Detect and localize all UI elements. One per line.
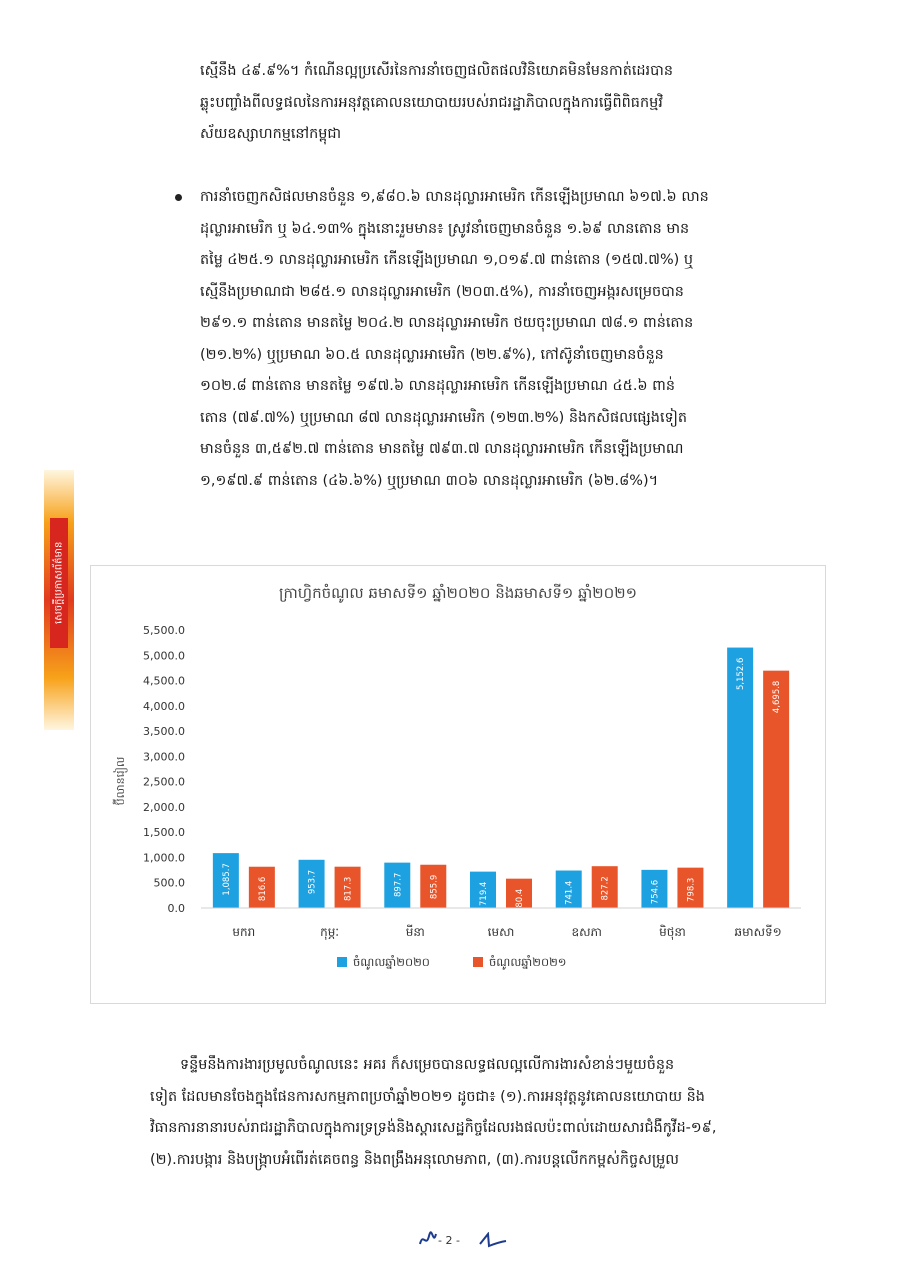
bar-data-label: 953.7 [307,869,318,895]
bar-data-label: 798.3 [686,877,697,902]
bullet-icon [175,194,182,201]
paragraph-line: ទន្ទឹមនឹងការងារប្រមូលចំណូលនេះ អគរ ក៏សម្រេចបានលទ្ធផលល្អលើការងារសំខាន់ៗមួយចំនួន [180,1057,675,1073]
paragraph-line: ស័យឧស្សាហកម្មនៅកម្ពុជា [200,126,342,142]
legend-label: ចំណូលឆ្នាំ២០២១ [489,955,567,969]
bar-data-label: 1,085.7 [221,863,232,896]
x-category-label: មករា [232,925,256,939]
bar-data-label: 5,152.6 [736,657,747,691]
bar-data-label: 754.6 [650,879,661,905]
paragraph-line: ទៀត ដែលមានចែងក្នុងផែនការសកម្មភាពប្រចាំឆ្នាំ២០២១ ដូចជា៖ (១).ការអនុវត្តនូវគោលនយោបាយ និង [150,1088,705,1105]
y-tick-label: 5,500.0 [143,624,185,637]
bar-data-label: 4,695.8 [772,680,783,714]
y-tick-label: 4,000.0 [143,699,185,713]
signature-mark-icon [478,1232,508,1252]
bar-data-label: 827.2 [600,876,611,901]
y-tick-label: 1,000.0 [143,851,185,865]
y-tick-label: 0.0 [167,902,185,915]
bar-data-label: 741.4 [564,880,575,905]
paragraph-line: ឆ្លុះបញ្ចាំងពីលទ្ធផលនៃការអនុវត្តគោលនយោបាយរបស់រាជរដ្ឋាភិបាលក្នុងការធ្វើពិពិធកម្មវិ [200,94,663,111]
y-tick-label: 2,000.0 [143,800,185,814]
paragraph-line: មានចំនួន ៣,៥៩២.៧ ពាន់តោន មានតម្លៃ ៧៩៣.៧ លានដុល្លារអាមេរិក កើនឡើងប្រមាណ [200,441,684,457]
bar-data-label: 816.6 [257,876,268,902]
paragraph-line: ស្មើនឹងប្រមាណជា ២៨៥.១ លានដុល្លារអាមេរិក (២០៣.៥%), ការនាំចេញអង្ករសម្រេចបាន [200,283,684,300]
x-category-label: កុម្ភៈ [320,925,340,939]
bar-data-label: 580.4 [515,888,525,914]
bullet-paragraph [200,182,840,497]
legend-swatch [337,957,347,967]
paragraph-line: ស្មើនឹង ៤៩.៩%។ កំណើនល្អប្រសើរនៃការនាំចេញផលិតផលវិនិយោគមិនមែនកាត់ដេរបាន [200,63,673,79]
paragraph-line: (២១.២%) ឬប្រមាណ ៦០.៥ លានដុល្លារអាមេរិក (២២.៩%), កៅស៊ូនាំចេញមានចំនួន [200,346,664,363]
y-tick-label: 5,000.0 [143,649,185,663]
y-axis-label: ប៊ីលានរៀល [114,756,127,806]
paragraph-line: ដុល្លារអាមេរិក ឬ ៦៤.១៣% ក្នុងនោះរួមមាន៖ ស្រូវនាំចេញមានចំនួន ១.៦៩ លានតោន មាន [200,220,690,237]
legend-swatch [473,957,483,967]
paragraph-line: តោន (៧៩.៧%) ឬប្រមាណ ៨៧ លានដុល្លារអាមេរិក (១២៣.២%) និងកសិផលផ្សេងទៀត [200,409,688,426]
chart-title: ក្រាហ្វិកចំណូល ឆមាសទី១ ឆ្នាំ២០២០ និងឆមាសទី១ ឆ្នាំ២០២១ [279,584,637,602]
x-category-label: មេសា [487,925,515,939]
side-tab [44,470,74,730]
paragraph-top [200,56,840,151]
paragraph-bottom [150,1050,840,1176]
page-footer [418,1228,498,1258]
x-category-label: ឆមាសទី១ [734,925,782,939]
y-tick-label: 1,500.0 [143,826,185,840]
x-category-label: ឧសភា [571,925,602,939]
legend-label: ចំណូលឆ្នាំ២០២០ [353,955,430,969]
chart-svg [91,566,825,1003]
y-tick-label: 3,500.0 [143,725,185,739]
paragraph-line: ការនាំចេញកសិផលមានចំនួន ១,៩៨០.៦ លានដុល្លារអាមេរិក កើនឡើងប្រមាណ ៦១៧.៦ លាន [200,189,709,205]
initials-signature-icon [418,1228,438,1252]
x-category-label: មិថុនា [659,925,686,939]
y-tick-label: 2,500.0 [143,775,185,789]
bar-data-label: 719.4 [479,881,489,906]
paragraph-line: (២).ការបង្ការ និងបង្ក្រាបអំពើរត់គេចពន្ធ និងពង្រឹងអនុលោមភាព, (៣).ការបន្តលើកកម្ពស់កិច្ចសម្រួល [150,1151,679,1168]
paragraph-line: ១០២.៨ ពាន់តោន មានតម្លៃ ១៩៧.៦ លានដុល្លារអាមេរិក កើនឡើងប្រមាណ ៤៥.៦ ពាន់ [200,378,676,394]
paragraph-line: ២៩១.១ ពាន់តោន មានតម្លៃ ២០៤.២ លានដុល្លារអាមេរិក ថយចុះប្រមាណ ៧៨.១ ពាន់តោន [200,315,694,331]
y-tick-label: 3,000.0 [143,750,185,764]
bar-data-label: 855.9 [429,874,440,900]
x-category-label: មីនា [405,925,425,939]
bar-data-label: 817.3 [343,876,354,902]
bar-data-label: 897.7 [393,872,404,897]
paragraph-line: ១,១៩៧.៩ ពាន់តោន (៤៦.៦%) ឬប្រមាណ ៣០៦ លានដុល្លារអាមេរិក (៦២.៨%)។ [200,472,659,489]
y-tick-label: 4,500.0 [143,674,185,688]
paragraph-line: វិធានការនានារបស់រាជរដ្ឋាភិបាលក្នុងការទ្រទ្រង់និងស្តារសេដ្ឋកិច្ចដែលរងផលប៉ះពាល់ដោយសារជំងឺកូវីដ-១៩, [150,1120,717,1136]
revenue-chart [90,565,826,1004]
page-number: - 2 - [438,1234,460,1247]
y-tick-label: 500.0 [153,876,185,890]
paragraph-line: តម្លៃ ៤២៥.១ លានដុល្លារអាមេរិក កើនឡើងប្រមាណ ១,០១៩.៧ ពាន់តោន (១៥៧.៧%) ឬ [200,252,693,268]
side-tab-label: សេចក្តីប្រកាសព័ត៌មាន [50,518,68,648]
